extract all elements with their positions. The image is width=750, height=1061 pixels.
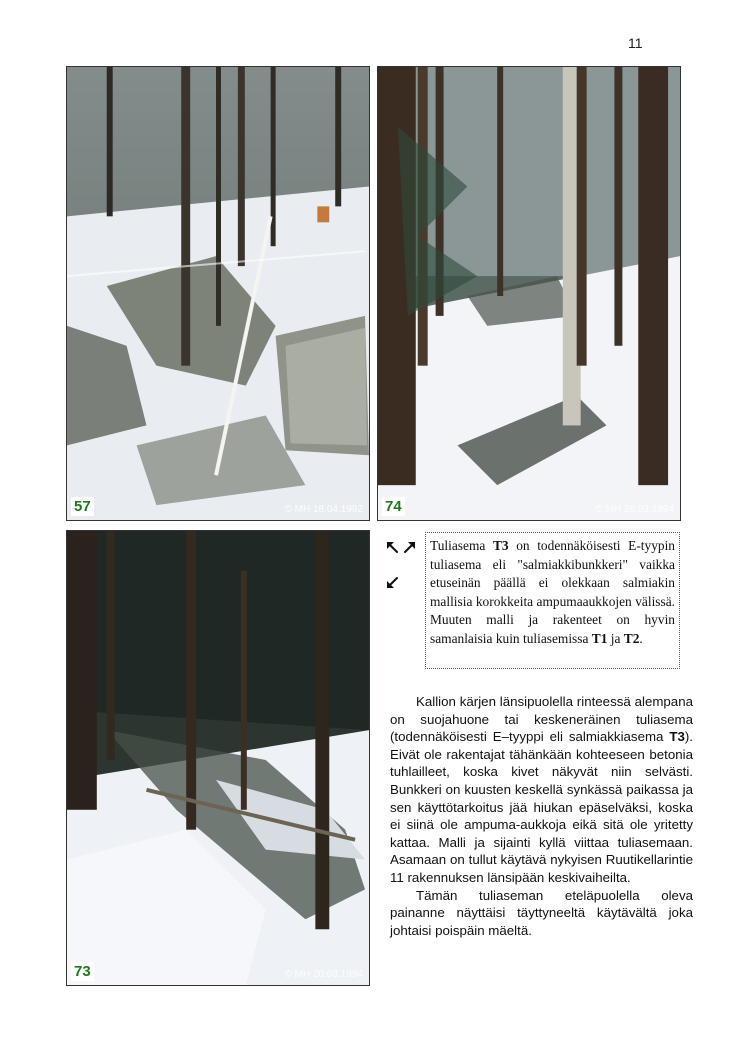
caption-text: ja — [607, 630, 624, 646]
photo-credit: © MH 20.03.1994 — [595, 504, 674, 515]
photo-74-image — [378, 67, 680, 520]
body-text-segment: Kallion kärjen länsipuolella rinteessä alempana on suojahuone tai keskeneräinen tuliasema (todennäköisesti E–tyyppi eli salmiakkiasema — [390, 694, 693, 745]
photo-74 — [377, 66, 681, 521]
photo-credit: © MH 18.04.1992 — [284, 504, 363, 515]
caption-ref-t1: T1 — [591, 630, 608, 646]
body-ref-t3: T3 — [669, 729, 685, 745]
body-paragraph-1 — [390, 693, 693, 887]
caption-ref-t2: T2 — [623, 630, 640, 646]
photo-credit: © MH 20.03.1994 — [284, 969, 363, 980]
caption-ref-t3: T3 — [492, 538, 509, 553]
photo-57-image — [67, 67, 369, 520]
body-text — [390, 693, 693, 939]
photo-caption-box — [425, 532, 680, 669]
photo-number-label: 57 — [71, 497, 94, 516]
direction-arrows-icon — [386, 540, 422, 592]
photo-57 — [66, 66, 370, 521]
caption-text: . — [639, 630, 643, 646]
photo-73 — [66, 530, 370, 986]
body-paragraph-2: Tämän tuliaseman eteläpuolella oleva painanne näyttäisi täyttyneeltä käytävältä joka johtaisi poispäin mäeltä. — [390, 887, 693, 938]
photo-number-label: 74 — [382, 497, 405, 516]
body-text-segment: ). Eivät ole rakentajat tähänkään kohteeseen betonia tuhlailleet, koska kivet näkyvät niin selvästi. Bunkkeri on kuusten keskellä synkässä paikassa ja sen käyttötarkoitus jää hiukan epäselväksi, koska ei siinä ole ampuma-aukkoja eikä sitä ole yritetty kattaa. Malli ja sijainti kyllä viittaa tuliasemaan. Asamaan on tullut käytävä nykyisen Ruutikellarintie 11 rakennuksen länsipään keskivaiheilta. — [390, 729, 693, 885]
photo-73-image — [67, 531, 369, 985]
caption-text: on todennäköisesti E-tyypin tuliasema eli "salmiakkibunkkeri" vaikka etuseinän päällä ei olekkaan salmiakin mallisia korokkeita ampumaaukkojen välissä. Muuten malli ja rakenteet on hyvin samanlaisia kuin tuliasemissa — [430, 538, 675, 646]
page-number: 11 — [628, 35, 643, 51]
photo-number-label: 73 — [71, 962, 94, 981]
caption-text: Tuliasema — [430, 538, 493, 553]
